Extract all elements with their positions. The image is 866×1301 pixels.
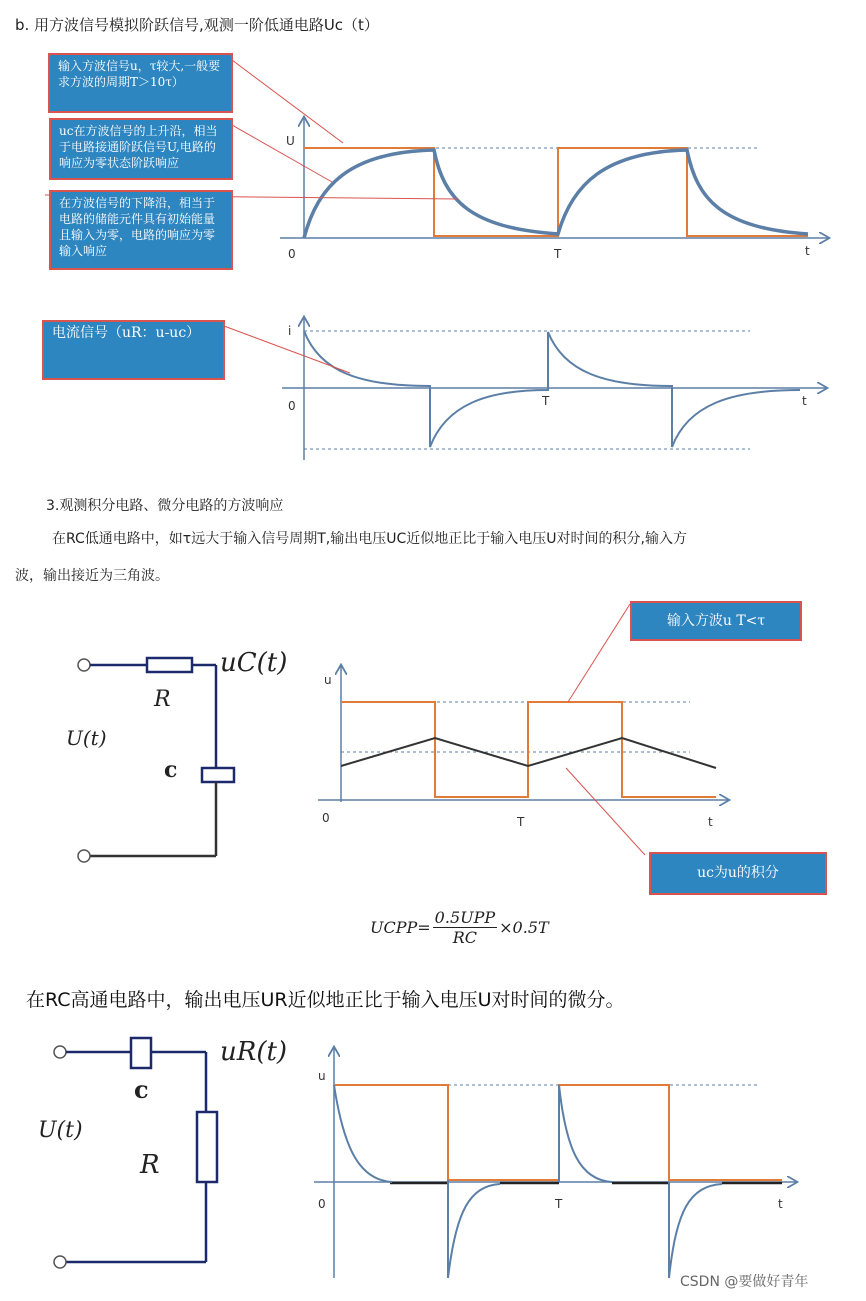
label-origin: 0 [318,1197,326,1211]
callout-uc-integral: uc为u的积分 [649,852,827,895]
formula-numerator: 0.5UPP [434,908,496,927]
callout-input-square: 输入方波u T<τ [630,601,802,641]
label-capacitor: c [134,1075,149,1104]
lowpass-chart [280,118,828,261]
callout-rising-edge: uc在方波信号的上升沿，相当于电路接通阶跃信号U,电路的响应为零状态阶跃响应 [49,118,233,180]
watermark: CSDN @要做好青年 [680,1274,809,1290]
formula-fraction [433,908,497,947]
page-title: b. 用方波信号模拟阶跃信号,观测一阶低通电路Uc（t） [15,16,379,34]
formula-tail: ×0.5T [499,918,549,937]
label-time: t [805,244,810,258]
section-heading: 3.观测积分电路、微分电路的方波响应 [46,498,284,514]
callout-current-signal: 电流信号（uR：u-uc） [42,320,225,380]
callout-falling-edge: 在方波信号的下降沿，相当于电路的储能元件具有初始能量且输入为零，电路的响应为零输入响应 [49,190,233,270]
label-time: t [802,394,807,408]
label-resistor: R [154,687,171,712]
label-output-uc: uC(t) [220,648,288,678]
paragraph-line-1: 在RC低通电路中，如τ远大于输入信号周期T,输出电压UC近似地正比于输入电压U对时间的积分,输入方 [52,531,687,547]
label-period: T [517,815,525,829]
capacitor [202,768,234,782]
formula: UCPP = 0.5UPP RC ×0.5T [370,908,549,947]
input-terminal-bottom [54,1256,66,1268]
resistor [147,658,192,672]
leader-line-5 [568,604,630,702]
leader-line-6 [566,768,645,855]
label-u: u [324,673,332,687]
paragraph-line-2: 波，输出接近为三角波。 [15,568,169,584]
section-heading-differentiator: 在RC高通电路中，输出电压UR近似地正比于输入电压U对时间的微分。 [26,989,625,1011]
resistor [197,1112,217,1182]
leader-line-4 [224,326,350,373]
label-input-u: U(t) [38,1118,83,1143]
label-output-ur: uR(t) [220,1037,288,1067]
label-origin: 0 [322,811,330,825]
differentiator-chart [314,1048,796,1278]
integrator-chart [318,666,728,829]
label-u: u [318,1069,326,1083]
label-period: T [542,394,550,408]
label-u: U [286,134,295,148]
label-time: t [708,815,713,829]
uc-curve [304,150,808,238]
callout-input-square-wave: 输入方波信号u，τ较大,一般要求方波的周期T＞10τ） [48,53,233,113]
label-capacitor: c [164,757,178,783]
label-origin: 0 [288,247,296,261]
leader-line-2 [232,125,332,182]
label-i: i [288,324,292,338]
input-terminal-bottom [78,850,90,862]
label-input-u: U(t) [66,726,107,750]
label-origin: 0 [288,399,296,413]
input-terminal-top [78,659,90,671]
current-curve [304,331,800,447]
square-wave [304,148,808,236]
formula-denominator: RC [452,928,478,947]
formula-lhs: UCPP [370,918,418,937]
leader-line-1 [232,60,343,143]
label-resistor: R [140,1150,160,1180]
label-period: T [554,247,562,261]
input-terminal-top [54,1046,66,1058]
label-time: t [778,1197,783,1211]
label-period: T [555,1197,563,1211]
differentiator-circuit [54,1038,217,1268]
capacitor [131,1038,151,1068]
current-chart [282,318,826,460]
